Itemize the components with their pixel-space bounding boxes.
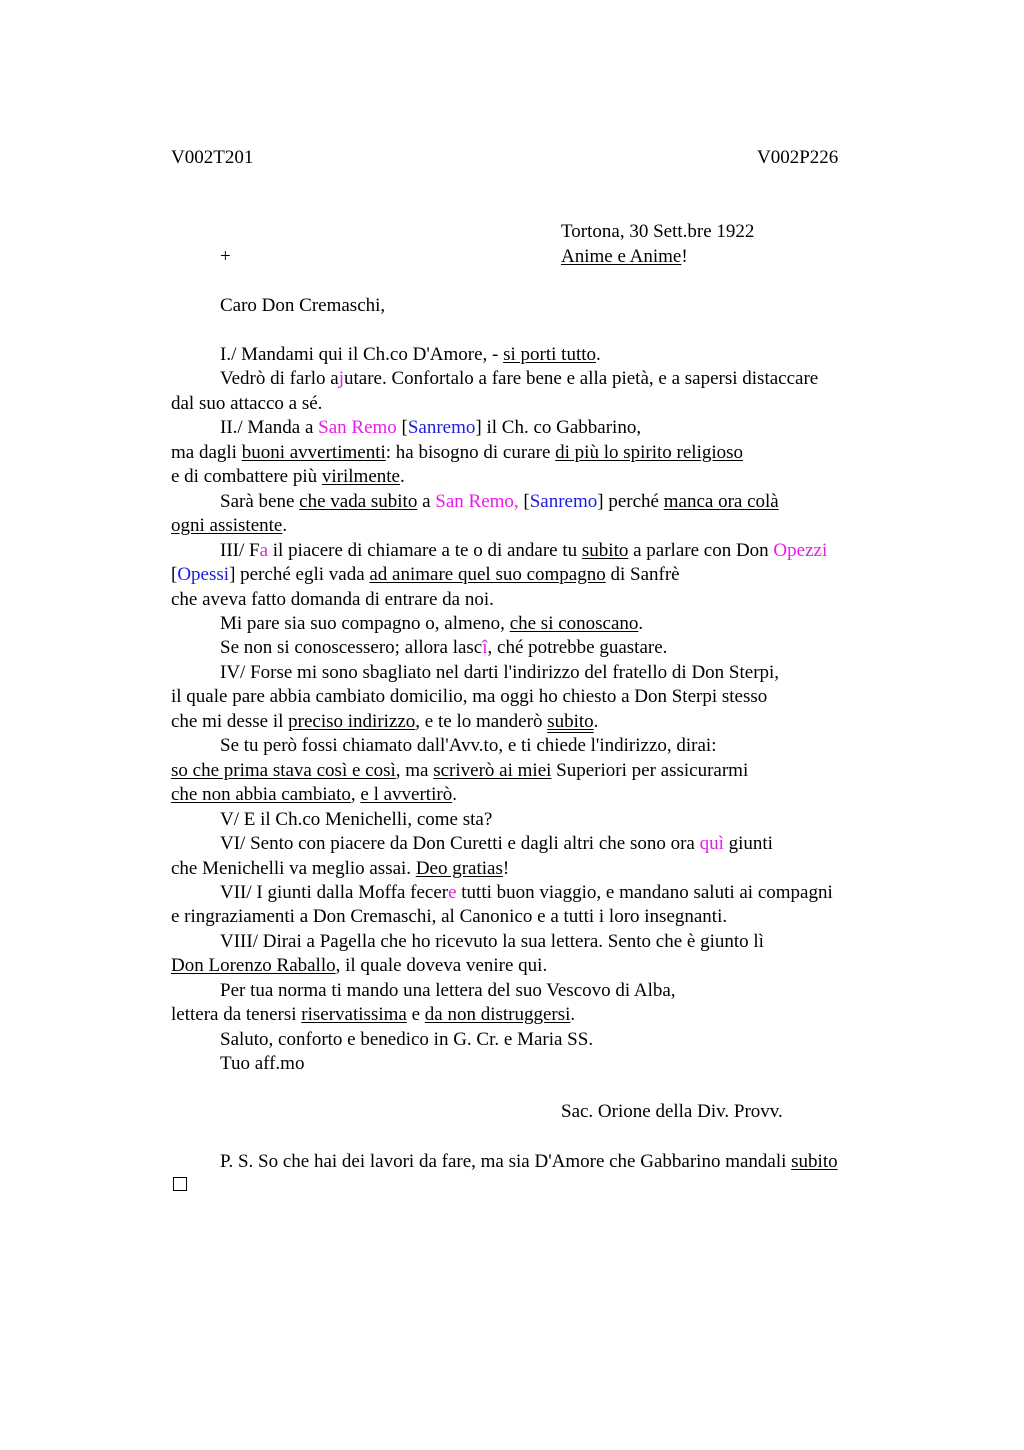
paragraph-line: Don Lorenzo Raballo, il quale doveva venire qui. <box>171 955 548 976</box>
cross-mark: + <box>220 246 231 267</box>
paragraph-line: Se non si conoscessero; allora lascî, ché potrebbe guastare. <box>220 637 668 658</box>
paragraph-line: V/ E il Ch.co Menichelli, come sta? <box>220 809 493 830</box>
paragraph-line: Vedrò di farlo ajutare. Confortalo a fare bene e alla pietà, e a sapersi distaccare <box>220 368 819 389</box>
paragraph-line: lettera da tenersi riservatissima e da non distruggersi. <box>171 1004 576 1025</box>
paragraph-line: che aveva fatto domanda di entrare da noi. <box>171 589 494 610</box>
paragraph-line: VII/ I giunti dalla Moffa fecere tutti buon viaggio, e mandano saluti ai compagni <box>220 882 833 903</box>
paragraph-line: ogni assistente. <box>171 515 288 536</box>
paragraph-line: I./ Mandami qui il Ch.co D'Amore, - si porti tutto. <box>220 344 601 365</box>
paragraph-line: Se tu però fossi chiamato dall'Avv.to, e ti chiede l'indirizzo, dirai: <box>220 735 717 756</box>
paragraph-line: e ringraziamenti a Don Cremaschi, al Canonico e a tutti i loro insegnanti. <box>171 906 728 927</box>
paragraph-line: III/ Fa il piacere di chiamare a te o di andare tu subito a parlare con Don Opezzi <box>220 540 828 561</box>
paragraph-line: che mi desse il preciso indirizzo, e te lo manderò subito. <box>171 711 599 732</box>
paragraph-line: IV/ Forse mi sono sbagliato nel darti l'indirizzo del fratello di Don Sterpi, <box>220 662 780 683</box>
signature: Sac. Orione della Div. Provv. <box>561 1101 783 1122</box>
postscript: P. S. So che hai dei lavori da fare, ma sia D'Amore che Gabbarino mandali subito <box>220 1151 838 1172</box>
paragraph-line: Sarà bene che vada subito a San Remo, [Sanremo] perché manca ora colà <box>220 491 779 512</box>
motto: Anime e Anime! <box>561 246 688 267</box>
paragraph-line: Per tua norma ti mando una lettera del suo Vescovo di Alba, <box>220 980 676 1001</box>
paragraph-line: ma dagli buoni avvertimenti: ha bisogno di curare di più lo spirito religioso <box>171 442 744 463</box>
paragraph-line: VIII/ Dirai a Pagella che ho ricevuto la sua lettera. Sento che è giunto lì <box>220 931 764 952</box>
end-checkbox-icon <box>173 1177 187 1191</box>
place-date: Tortona, 30 Sett.bre 1922 <box>561 221 755 242</box>
document-code-left: V002T201 <box>171 147 254 168</box>
paragraph-line: so che prima stava così e così, ma scriverò ai miei Superiori per assicurarmi <box>171 760 749 781</box>
paragraph-line: che Menichelli va meglio assai. Deo gratias! <box>171 858 510 879</box>
paragraph-line: il quale pare abbia cambiato domicilio, ma oggi ho chiesto a Don Sterpi stesso <box>171 686 768 707</box>
paragraph-line: e di combattere più virilmente. <box>171 466 405 487</box>
paragraph-line: VI/ Sento con piacere da Don Curetti e dagli altri che sono ora quì giunti <box>220 833 773 854</box>
paragraph-line: [Opessi] perché egli vada ad animare quel suo compagno di Sanfrè <box>171 564 680 585</box>
paragraph-line: dal suo attacco a sé. <box>171 393 323 414</box>
paragraph-line: II./ Manda a San Remo [Sanremo] il Ch. co Gabbarino, <box>220 417 642 438</box>
paragraph-line: Mi pare sia suo compagno o, almeno, che si conoscano. <box>220 613 644 634</box>
paragraph-line: che non abbia cambiato, e l avvertirò. <box>171 784 457 805</box>
closing: Tuo aff.mo <box>220 1053 305 1074</box>
paragraph-line: Saluto, conforto e benedico in G. Cr. e Maria SS. <box>220 1029 594 1050</box>
document-code-right: V002P226 <box>757 147 839 168</box>
salutation: Caro Don Cremaschi, <box>220 295 386 316</box>
